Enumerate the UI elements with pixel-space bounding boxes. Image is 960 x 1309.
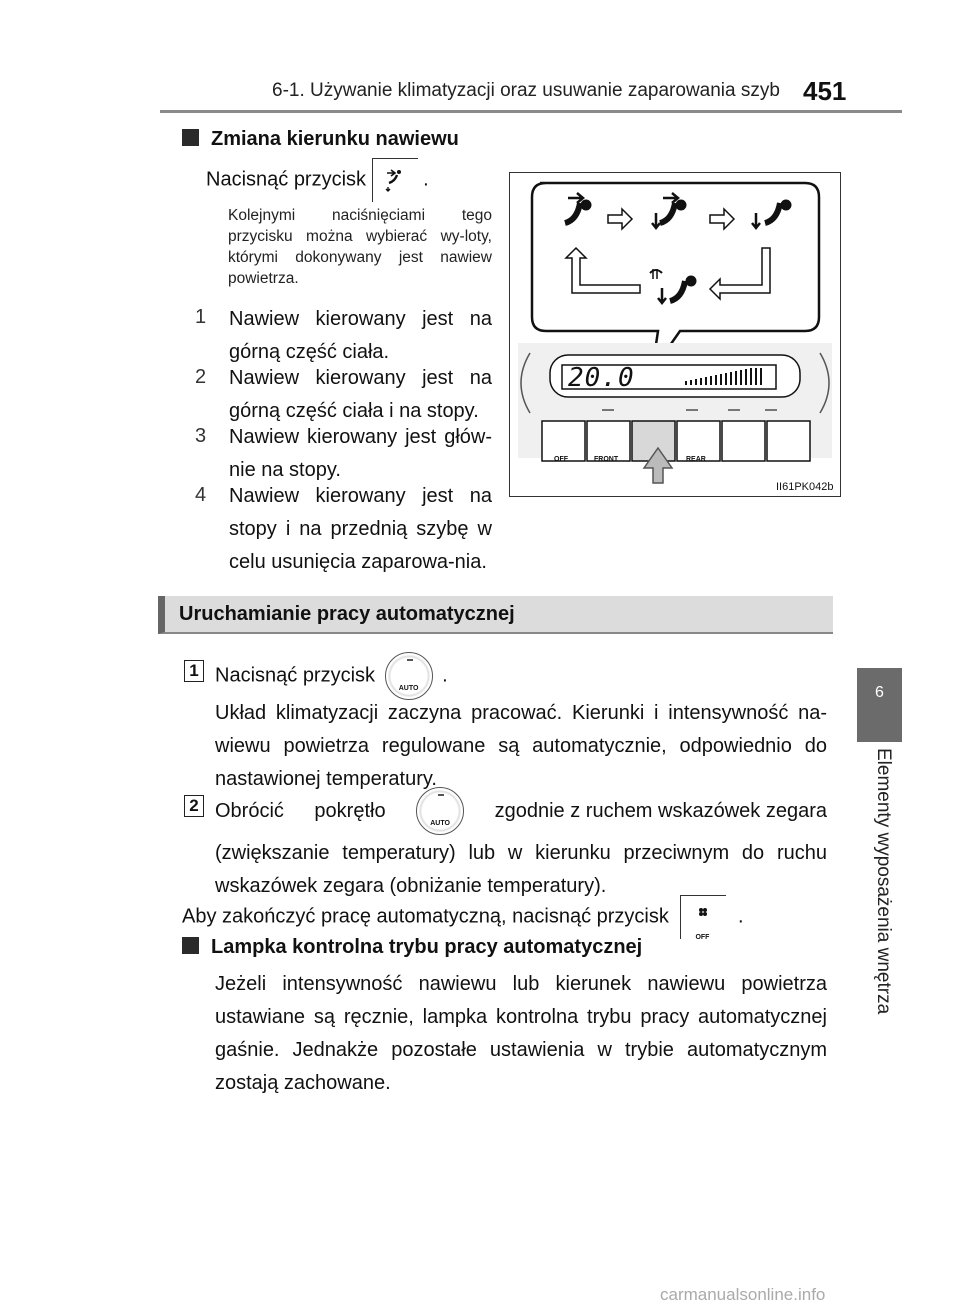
climate-panel-illustration: [510, 173, 840, 496]
press-mode-instruction: Nacisnąć przycisk .: [206, 158, 496, 202]
item-text: Nawiew kierowany jest na stopy i na przednią szybę w celu usunięcia zaparowa-nia.: [229, 485, 492, 573]
airflow-mode-icon: [373, 159, 417, 201]
chapter-tab: 6: [857, 668, 902, 742]
section-heading-airflow: Zmiana kierunku nawiewu: [182, 128, 459, 151]
item-text: Nawiew kierowany jest na górną część ciała.: [229, 308, 492, 363]
fig-btn-label: OFF: [554, 456, 568, 463]
auto-dial-icon: AUTO: [416, 787, 464, 835]
header-rule: [160, 110, 902, 113]
display-temperature: 20.0: [568, 363, 635, 393]
airflow-figure: [509, 172, 841, 497]
step1-instruction: Nacisnąć przycisk AUTO .: [215, 652, 835, 700]
mode-note: Kolejnymi naciśnięciami tego przycisku można wybierać wy-loty, którymi dokonywany jest nawiew powietrza.: [228, 207, 492, 287]
stop-auto-instruction: Aby zakończyć pracę automatyczną, nacisnąć przycisk OFF .: [182, 895, 832, 939]
square-bullet-icon: [182, 937, 199, 954]
fig-btn-label: REAR: [686, 456, 706, 463]
figure-code: II61PK042b: [776, 481, 834, 493]
page-number: 451: [803, 76, 847, 106]
chapter-tab-label: Elementy wyposażenia wnętrza: [873, 748, 894, 1015]
step-number: 1: [184, 660, 204, 682]
step1-description: Układ klimatyzacji zaczyna pracować. Kierunki i intensywność na-wiewu powietrza regulowane są automatycznie, odpowiednio do nastawionej temperatury.: [215, 702, 827, 790]
item-text: Nawiew kierowany jest głów-nie na stopy.: [229, 426, 492, 481]
off-button-icon: OFF: [680, 895, 726, 939]
auto-dial-icon: AUTO: [385, 652, 433, 700]
step2-instruction: Obrócić pokrętło AUTO zgodnie z ruchem wskazówek zegara: [215, 787, 827, 835]
section-heading-auto-indicator: Lampka kontrolna trybu pracy automatycznej: [182, 936, 642, 959]
mode-button-icon: [372, 158, 418, 202]
step-number: 2: [184, 795, 204, 817]
watermark: carmanualsonline.info: [660, 1285, 826, 1304]
item-number: 4: [195, 484, 207, 506]
running-header-title: 6-1. Używanie klimatyzacji oraz usuwanie zaparowania szyb: [272, 80, 780, 101]
auto-indicator-text: Jeżeli intensywność nawiewu lub kierunek nawiewu powietrza ustawiane są ręcznie, lampka kontrolna trybu pracy automatycznej gaśnie. Jednakże pozostałe ustawienia w trybie automatycznym zostają zachowane.: [215, 973, 827, 1094]
item-number: 1: [195, 306, 207, 328]
section-bar-auto: Uruchamianie pracy automatycznej: [158, 596, 833, 634]
item-number: 2: [195, 366, 207, 388]
step2-description: (zwiększanie temperatury) lub w kierunku przeciwnym do ruchu wskazówek zegara (obniżanie temperatury).: [215, 842, 827, 897]
item-text: Nawiew kierowany jest na górną część ciała i na stopy.: [229, 367, 492, 422]
fig-btn-label: FRONT: [594, 456, 619, 463]
square-bullet-icon: [182, 129, 199, 146]
item-number: 3: [195, 425, 207, 447]
